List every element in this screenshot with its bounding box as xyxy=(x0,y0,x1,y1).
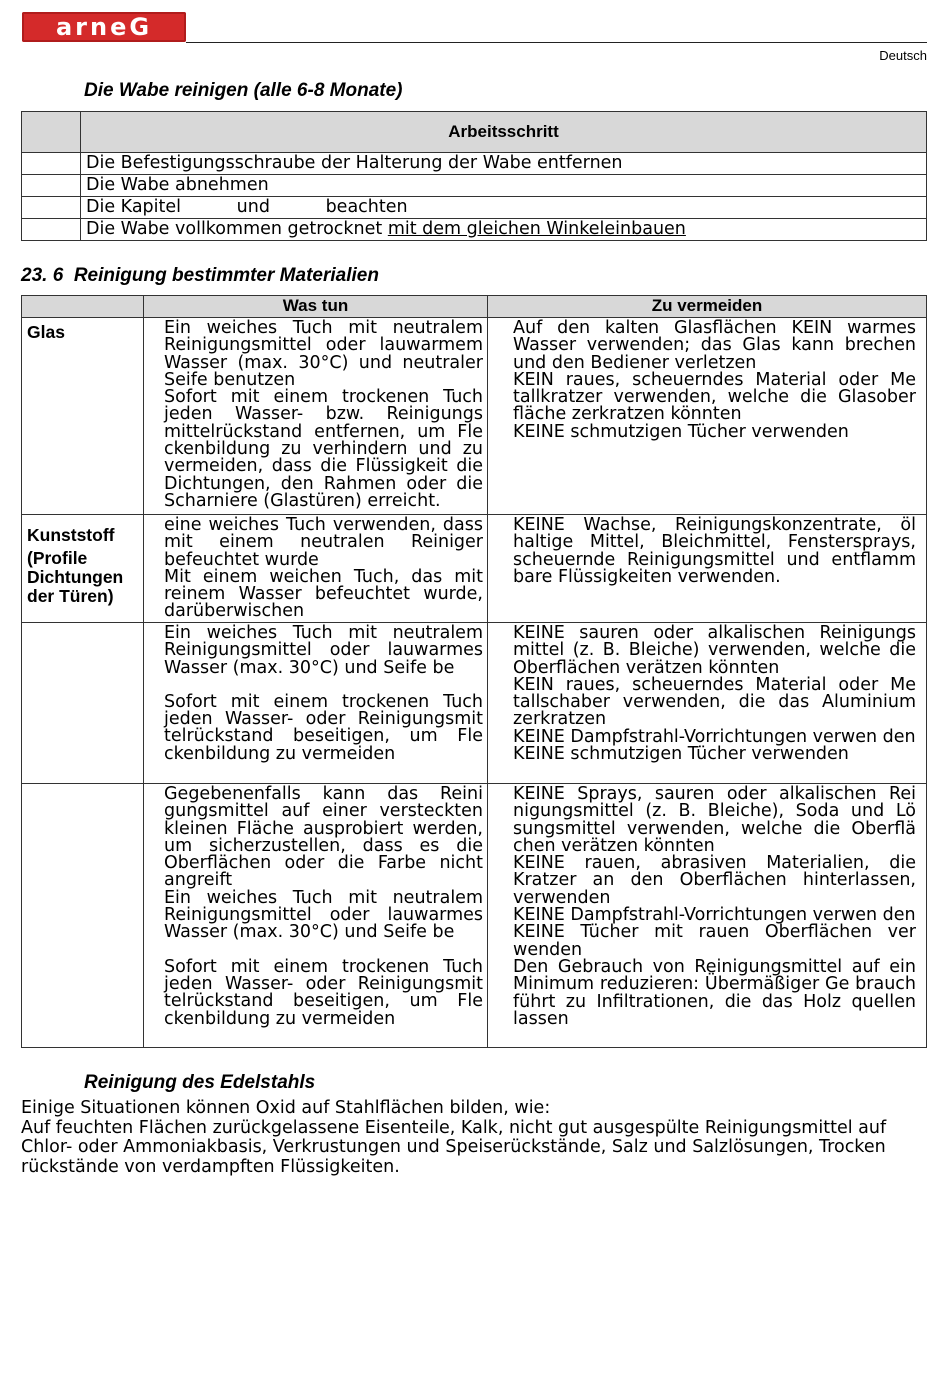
paragraph: Einige Situationen können Oxid auf Stahlflächen bilden, wie: xyxy=(21,1098,551,1118)
material-cell xyxy=(22,784,144,1048)
steps-num-header xyxy=(22,112,81,153)
avoid-cell: KEINE Wachse, Reinigungskonzentrate, öl haltige Mittel, Bleichmittel, Fenstersprays, scheuernde Reinigungsmittel und entflamm bare Flüssigkeiten verwenden. xyxy=(488,515,927,623)
avoid-cell: KEINE Sprays, sauren oder alkalischen Rei nigungsmittel (z. B. Bleiche), Soda und Lö sungsmittel verwenden, welche die Oberflä chen verätzen könnten KEINE rauen, abrasiven Materialien, die Kratzer an den Oberflächen hinterlassen, verwenden KEINE Dampfstrahl-Vorrichtungen verwen den KEINE Tücher mit rauen Oberflächen ver wenden Den Gebrauch von Reinigungsmittel auf ein Minimum reduzieren: Übermäßiger Ge brauch führt zu Infiltrationen, die das Holz quellen lassen xyxy=(488,784,927,1048)
do-cell: eine weiches Tuch verwenden, dass mit einem neutralen Reiniger befeuchtet wurde Mit einem weichen Tuch, das mit reinem Wasser befeuchtet wurde, darüberwischen xyxy=(144,515,488,623)
logo-text: arneG xyxy=(55,15,153,39)
materials-table-header xyxy=(22,296,927,318)
table-row xyxy=(22,623,927,784)
table-row xyxy=(22,784,927,1048)
section-title-materials xyxy=(21,265,379,287)
step-text: Die Befestigungsschraube der Halterung der Wabe entfernen xyxy=(81,153,927,175)
table-row xyxy=(22,153,927,175)
section-title-wabe: Die Wabe reinigen (alle 6-8 Monate) xyxy=(84,80,403,101)
table-row xyxy=(22,197,927,219)
do-cell: Ein weiches Tuch mit neutralem Reinigungsmittel oder lauwarmem Wasser (max. 30°C) und neutraler Seife benutzen Sofort mit einem trockenen Tuch jeden Wasser- bzw. Reinigungs mittelrückstand entfernen, um Fle ckenbildung zu verhindern und zu vermeiden, dass die Flüssigkeit die Dichtungen, den Rahmen oder die Scharniere (Glastüren) erreicht. xyxy=(144,318,488,515)
do-col-header: Was tun xyxy=(144,296,488,318)
avoid-cell: KEINE sauren oder alkalischen Reinigungs mittel (z. B. Bleiche) verwenden, welche die Oberflächen verätzen könnten KEIN raues, scheuerndes Material oder Me tallschaber verwenden, die das Aluminium zerkratzen KEINE Dampfstrahl-Vorrichtungen verwen den KEINE schmutzigen Tücher verwenden xyxy=(488,623,927,784)
steps-table-header xyxy=(22,112,927,153)
language-label: Deutsch xyxy=(879,48,927,63)
table-row xyxy=(22,515,927,623)
brand-logo xyxy=(22,12,186,42)
step-text: Die Wabe abnehmen xyxy=(81,175,927,197)
material-cell xyxy=(22,623,144,784)
do-cell: Ein weiches Tuch mit neutralem Reinigungsmittel oder lauwarmes Wasser (max. 30°C) und Seife be Sofort mit einem trockenen Tuch jeden Wasser- oder Reinigungsmit telrückstand beseitigen, um Fle ckenbildung zu vermeiden xyxy=(144,623,488,784)
avoid-col-header: Zu vermeiden xyxy=(488,296,927,318)
logo-wordmark xyxy=(26,15,182,39)
materials-table xyxy=(21,295,927,1048)
table-row xyxy=(22,175,927,197)
step-text-main: Die Wabe vollkommen getrocknet xyxy=(86,219,388,239)
step-text: Die Kapitel und beachten xyxy=(81,197,927,219)
step-text-underlined: mit dem gleichen Winkeleinbauen xyxy=(387,219,686,239)
header-divider xyxy=(186,42,927,43)
step-text xyxy=(81,219,927,241)
avoid-cell: Auf den kalten Glasflächen KEIN warmes Wasser verwenden; das Glas kann brechen und den Bediener verletzen KEIN raues, scheuerndes Material oder Me tallkratzer verwenden, welche die Glasober fläche zerkratzen könnten KEINE schmutzigen Tücher verwenden xyxy=(488,318,927,515)
section-title-steel: Reinigung des Edelstahls xyxy=(84,1072,316,1093)
do-cell: Gegebenenfalls kann das Reini gungsmittel auf einer versteckten kleinen Fläche ausprobiert werden, um sicherzustellen, dass es die Oberflächen oder die Farbe nicht angreift Ein weiches Tuch mit neutralem Reinigungsmittel oder lauwarmes Wasser (max. 30°C) und Seife be Sofort mit einem trockenen Tuch jeden Wasser- oder Reinigungsmit telrückstand beseitigen, um Fle ckenbildung zu vermeiden xyxy=(144,784,488,1048)
material-cell: Glas xyxy=(22,318,144,515)
steel-body-text xyxy=(21,1099,927,1177)
material-cell: Kunststoff (Profile Dichtungen der Türen) xyxy=(22,515,144,623)
section-title-materials-text: 23. 6 Reinigung bestimmter Materialien xyxy=(21,265,379,286)
steps-column-header: Arbeitsschritt xyxy=(81,112,927,153)
steps-table xyxy=(21,111,927,241)
table-row xyxy=(22,219,927,241)
table-row xyxy=(22,318,927,515)
paragraph: Auf feuchten Flächen zurückgelassene Eisenteile, Kalk, nicht gut ausgespülte Reinigungsmittel auf Chlor- oder Ammoniakbasis, Verkrustungen und Speiserückstände, Salz und Salzlösungen, Trocken rückstände von verdampften Flüssigkeiten. xyxy=(21,1117,887,1177)
material-col-header xyxy=(22,296,144,318)
